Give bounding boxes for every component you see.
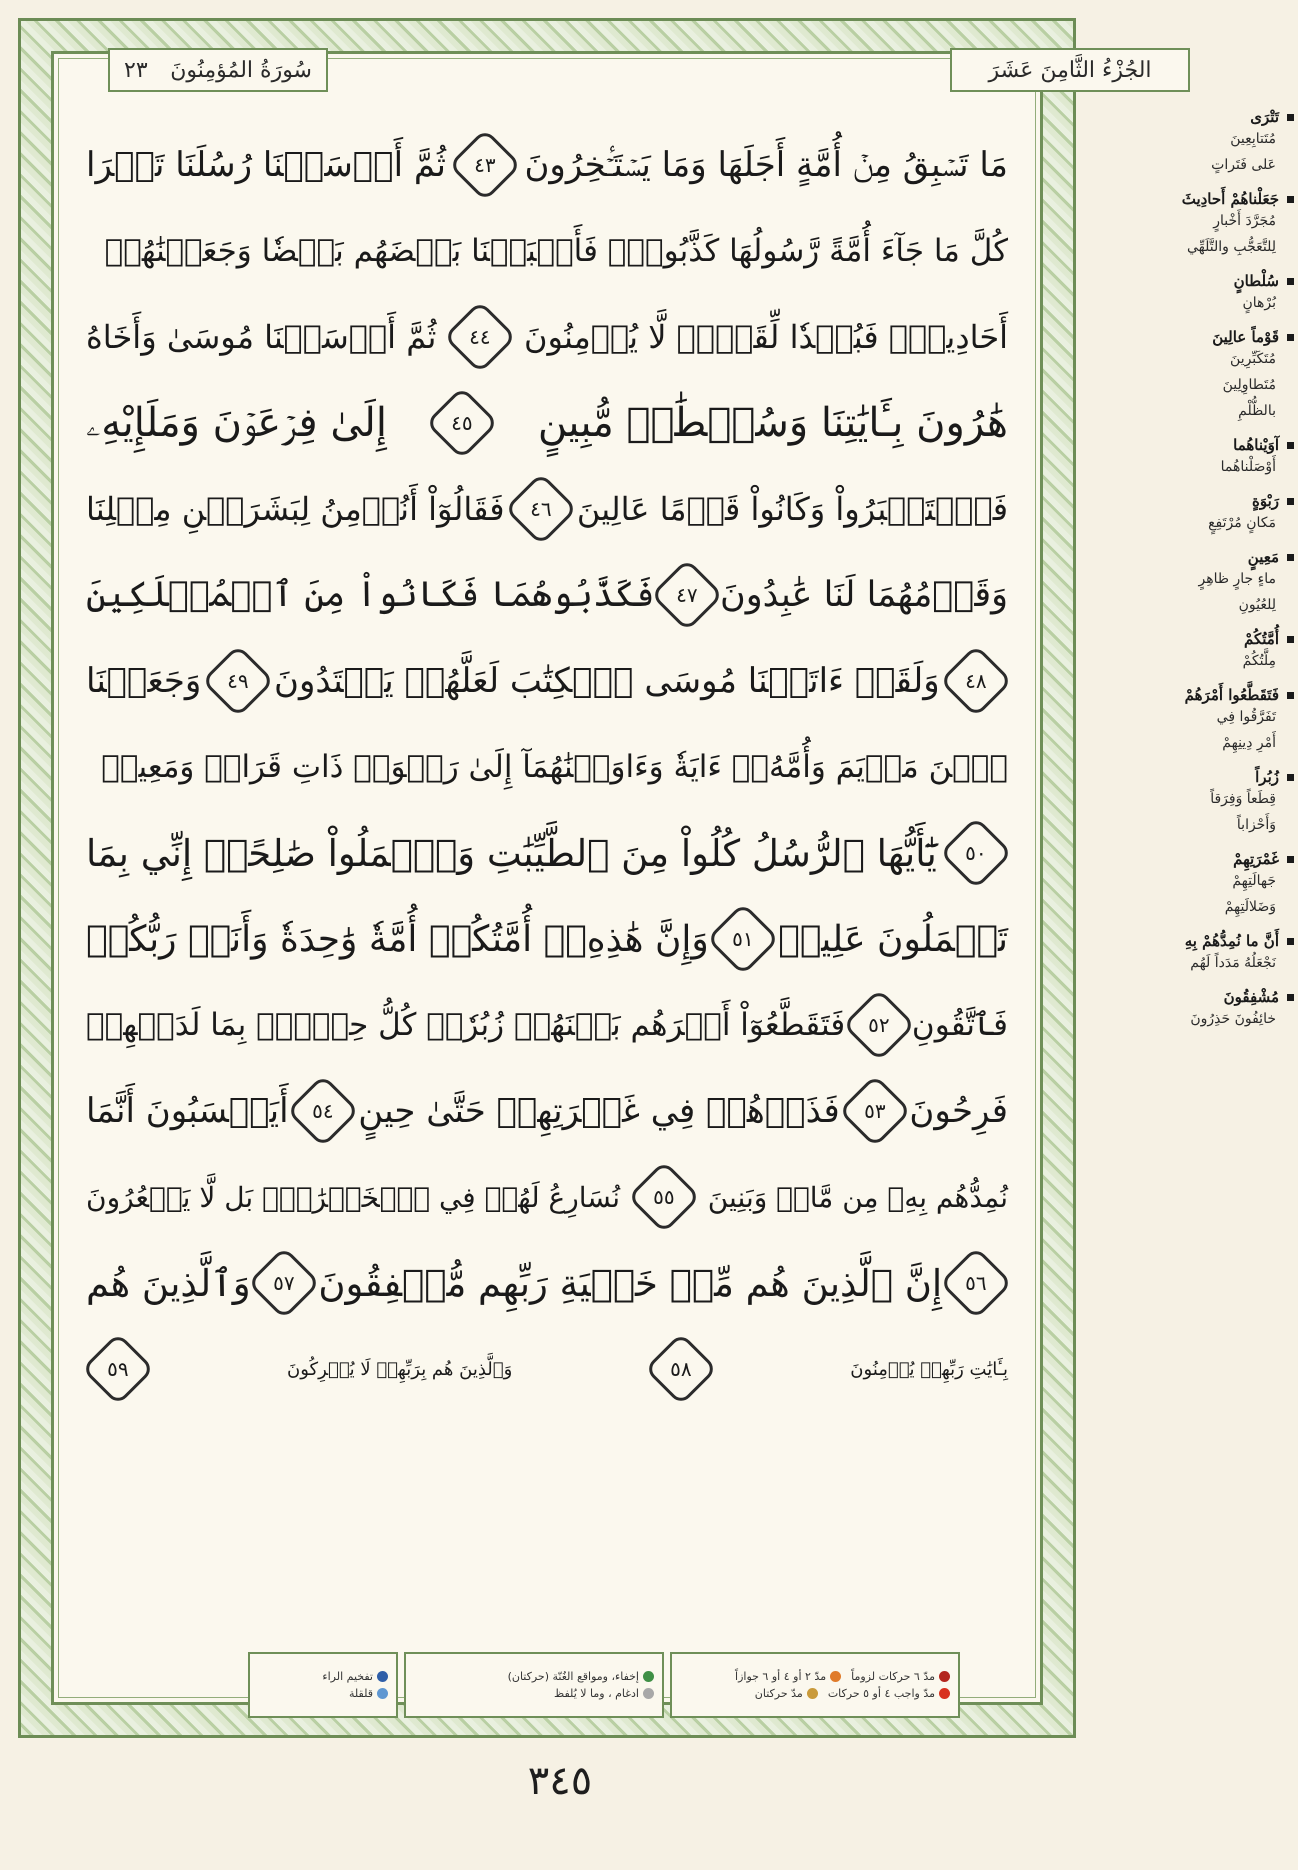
surah-label [108, 48, 328, 92]
legend-label: إخفاء، ومواقع الغُنّة (حركتان) [507, 1670, 639, 1683]
color-dot-icon [377, 1671, 388, 1682]
glossary-word-text: غَمْرَتِهِمْ [1233, 850, 1279, 868]
glossary-entry [1098, 272, 1294, 316]
glossary-meaning: ماءٍ جارٍ ظاهِرٍ [1198, 571, 1276, 587]
legend-item [755, 1687, 818, 1700]
verse-text: فَذَرۡهُمۡ فِي غَمۡرَتِهِمۡ حَتَّىٰ حِينٍ [358, 1091, 840, 1131]
color-dot-icon [643, 1688, 654, 1699]
glossary-entry [1098, 328, 1294, 424]
verse-text: هَٰرُونَ بِـَٔايَٰتِنَا وَسُلۡطَٰنٖ مُّبِينٍ [537, 400, 1008, 446]
verse-text: وَٱلَّذِينَ هُم بِرَبِّهِمۡ لَا يُشۡرِكُونَ [287, 1358, 513, 1380]
ayah-number-marker [842, 988, 916, 1062]
legend-box-ikhfa [404, 1652, 664, 1718]
verse-line [86, 1326, 1008, 1412]
glossary-meaning: لِلعُيُونِ [1238, 597, 1276, 613]
color-dot-icon [377, 1688, 388, 1699]
glossary-word-text: تَتْرَى [1250, 108, 1279, 126]
glossary-word [1098, 272, 1294, 290]
verse-text: وَجَعَلۡنَا [86, 661, 202, 701]
glossary-word-text: أُمَّتُكُمْ [1244, 630, 1279, 648]
verse-text: نُمِدُّهُم بِهِۦ مِن مَّالٖ وَبَنِينَ [707, 1180, 1008, 1214]
verse-line [86, 1240, 1008, 1326]
color-dot-icon [643, 1671, 654, 1682]
verse-line [86, 208, 1008, 294]
verse-text: أَيَحۡسَبُونَ أَنَّمَا [86, 1091, 289, 1131]
glossary-word [1098, 988, 1294, 1006]
legend-item [508, 1670, 654, 1683]
verse-line [86, 724, 1008, 810]
glossary-word-text: قَوْماً عالِينَ [1212, 328, 1279, 346]
ayah-number: ٥٥ [653, 1185, 675, 1210]
ayah-number-marker [448, 128, 522, 202]
square-bullet-icon [1287, 856, 1294, 863]
glossary-word-text: مُشْفِقُونَ [1223, 988, 1279, 1006]
square-bullet-icon [1287, 692, 1294, 699]
legend-row [414, 1687, 654, 1700]
legend-label: مدّ ٦ حركات لزوماً [851, 1670, 935, 1683]
juz-name: الجُزْءُ الثَّامِنَ عَشَرَ [988, 57, 1152, 83]
page-header [60, 44, 1238, 100]
verse-line [86, 1068, 1008, 1154]
square-bullet-icon [1287, 938, 1294, 945]
glossary-meaning: وَأَحْزاباً [1236, 817, 1276, 833]
verse-text: إِنَّ ٱلَّذِينَ هُم مِّنۡ خَشۡيَةِ رَبِّهِم مُّشۡفِقُونَ [318, 1261, 943, 1305]
legend-label: مدّ واجب ٤ أو ٥ حركات [827, 1687, 935, 1700]
ayah-number-marker [939, 644, 1013, 718]
glossary-entry [1098, 850, 1294, 920]
ayah-number: ٥٦ [965, 1271, 987, 1296]
glossary-word [1098, 630, 1294, 648]
legend-row [680, 1687, 950, 1700]
ayah-number-marker [248, 1246, 322, 1320]
color-dot-icon [939, 1688, 950, 1699]
glossary-word [1098, 492, 1294, 510]
glossary-word-text: أَنَّ ما نُمِدُّهُمْ بِهِ [1184, 932, 1279, 950]
square-bullet-icon [1287, 334, 1294, 341]
glossary-meaning: قِطَعاً وَفِرَقاً [1210, 791, 1276, 807]
legend-label: قلقلة [348, 1687, 373, 1700]
glossary-entry [1098, 492, 1294, 536]
verse-text: ثُمَّ أَرۡسَلۡنَا رُسُلَنَا تَتۡرَا [86, 145, 446, 185]
glossary-word-text: جَعَلْناهُمْ أَحادِيثَ [1181, 190, 1279, 208]
color-dot-icon [939, 1671, 950, 1682]
ayah-number: ٥١ [732, 927, 755, 952]
ayah-number: ٥٣ [863, 1099, 886, 1124]
glossary-meaning: تَفَرَّقُوا فِي [1216, 709, 1276, 725]
verse-text: إِلَىٰ فِرۡعَوۡنَ وَمَلَإِيْهِۦ [86, 400, 387, 446]
verse-line [86, 380, 1008, 466]
square-bullet-icon [1287, 442, 1294, 449]
surah-number: ٢٣ [124, 57, 148, 83]
glossary-word [1098, 932, 1294, 950]
color-dot-icon [830, 1671, 841, 1682]
legend-box-madd [670, 1652, 960, 1718]
ayah-number: ٤٥ [451, 411, 474, 436]
glossary-meaning: بُرْهانٍ [1242, 295, 1276, 311]
verse-text: فَتَقَطَّعُوٓاْ أَمۡرَهُم بَيۡنَهُمۡ زُبُرٗاۖ كُلُّ حِزۡبِۢ بِمَا لَدَيۡهِمۡ [86, 1007, 846, 1043]
glossary-meaning: جَهالَتِهِمْ [1232, 873, 1276, 889]
legend-item [322, 1670, 388, 1683]
legend-row [258, 1670, 388, 1683]
tajweed-legend [200, 1652, 960, 1722]
ayah-number-marker [651, 558, 725, 632]
glossary-meaning: نَجْعَلُهُ مَدَداً لَهُم [1190, 955, 1276, 971]
legend-item [851, 1670, 950, 1683]
glossary-meaning: وَضَلالَتِهِمْ [1224, 899, 1276, 915]
glossary-word [1098, 328, 1294, 346]
glossary-meaning: بالظُّلْمِ [1238, 403, 1276, 419]
glossary-word [1098, 190, 1294, 208]
verse-text: أَحَادِيثَۚ فَبُعۡدٗا لِّقَوۡمٖ لَّا يُؤۡمِنُونَ [523, 318, 1008, 356]
verse-text: فَكَذَّبُوهُمَا فَكَانُواْ مِنَ ٱلۡمُهۡلَكِينَ [86, 575, 655, 615]
glossary-meaning: مُتَطاوِلِينَ [1222, 377, 1276, 393]
legend-box-tafkhim [248, 1652, 398, 1718]
glossary-meaning: مُتَكَبِّرِينَ [1230, 351, 1276, 367]
legend-label: مدّ حركتان [754, 1687, 803, 1700]
legend-row [414, 1670, 654, 1683]
ayah-number-marker [939, 1246, 1013, 1320]
verse-text: تَعۡمَلُونَ عَلِيمٞ [778, 918, 1008, 960]
ayah-number-marker [707, 902, 781, 976]
legend-row [258, 1687, 388, 1700]
square-bullet-icon [1287, 636, 1294, 643]
glossary-entry [1098, 190, 1294, 260]
glossary-word-text: فَتَقَطَّعُوا أَمْرَهُمْ [1184, 686, 1279, 704]
glossary-word [1098, 686, 1294, 704]
ayah-number: ٤٩ [226, 669, 249, 694]
verse-text: كُلَّ مَا جَآءَ أُمَّةً رَّسُولُهَا كَذَّبُوهُۖ فَأَتۡبَعۡنَا بَعۡضَهُم بَعۡضٗا وَجَعَلۡنَٰهُمۡ [104, 233, 1008, 269]
verse-line [86, 122, 1008, 208]
glossary-entry [1098, 548, 1294, 618]
verse-text: ثُمَّ أَرۡسَلۡنَا مُوسَىٰ وَأَخَاهُ [86, 318, 437, 356]
glossary-word-text: رَبْوَةٍ [1251, 492, 1279, 510]
juz-label [950, 48, 1190, 92]
glossary-meaning: أَوْصَلْناهُما [1220, 459, 1276, 475]
ayah-number-marker [504, 472, 578, 546]
ayah-number-marker [627, 1160, 701, 1234]
verse-line [86, 466, 1008, 552]
glossary-word [1098, 108, 1294, 126]
verse-text: وَقَوۡمُهُمَا لَنَا عَٰبِدُونَ [720, 575, 1008, 615]
ayah-number-marker [645, 1332, 719, 1406]
square-bullet-icon [1287, 994, 1294, 1001]
legend-item [554, 1687, 654, 1700]
glossary-meaning: عَلى فَتَراتٍ [1211, 157, 1276, 173]
verse-line [86, 638, 1008, 724]
verse-text: فَٱتَّقُونِ [911, 1007, 1008, 1043]
ayah-number: ٥٤ [312, 1099, 335, 1124]
glossary-word-text: آوَيْناهُما [1233, 436, 1279, 454]
verse-line [86, 552, 1008, 638]
glossary-word-text: مَعِينٍ [1247, 548, 1279, 566]
legend-item [349, 1687, 388, 1700]
glossary-meaning: لِلتَّعَجُّبِ والتَّلَهِّي [1186, 239, 1276, 255]
verse-text: فَرِحُونَ [909, 1091, 1008, 1131]
verse-line [86, 294, 1008, 380]
square-bullet-icon [1287, 114, 1294, 121]
glossary-meaning: مَكانٍ مُرْتَفِعٍ [1208, 515, 1276, 531]
verse-text: بِـَٔايَٰتِ رَبِّهِمۡ يُؤۡمِنُونَ [850, 1358, 1008, 1380]
square-bullet-icon [1287, 196, 1294, 203]
verses-area [86, 122, 1008, 1412]
ayah-number: ٤٧ [676, 583, 699, 608]
ayah-number-marker [201, 644, 275, 718]
color-dot-icon [807, 1688, 818, 1699]
verse-text: وَإِنَّ هَٰذِهِۦٓ أُمَّتُكُمۡ أُمَّةٗ وَٰحِدَةٗ وَأَنَا۠ رَبُّكُمۡ [86, 918, 709, 960]
glossary-meaning: مُتَتابِعِينَ [1230, 131, 1276, 147]
ayah-number: ٤٦ [529, 497, 552, 522]
ayah-number-marker [287, 1074, 361, 1148]
glossary-word [1098, 436, 1294, 454]
glossary-word-text: زُبُراً [1255, 768, 1279, 786]
glossary-word [1098, 548, 1294, 566]
verse-text: ٱبۡنَ مَرۡيَمَ وَأُمَّهُۥٓ ءَايَةٗ وَءَاوَيۡنَٰهُمَآ إِلَىٰ رَبۡوَةٖ ذَاتِ قَرَارٖ وَمَعِينٖ [101, 749, 1008, 785]
verse-text: وَٱلَّذِينَ هُم [86, 1261, 251, 1305]
verse-line [86, 1154, 1008, 1240]
verse-text: نُسَارِعُ لَهُمۡ فِي ٱلۡخَيۡرَٰتِۚ بَل لَّا يَشۡعُرُونَ [86, 1180, 621, 1214]
ayah-number-marker [443, 300, 517, 374]
glossary-entry [1098, 932, 1294, 976]
verse-line [86, 810, 1008, 896]
ayah-number-marker [939, 816, 1013, 890]
ayah-number: ٤٨ [965, 669, 987, 694]
glossary-word [1098, 850, 1294, 868]
ayah-number: ٤٤ [469, 325, 491, 350]
legend-label: ادغام ، وما لا يُلفظ [554, 1687, 639, 1700]
ayah-number: ٥٨ [670, 1357, 693, 1382]
legend-row [680, 1670, 950, 1683]
square-bullet-icon [1287, 278, 1294, 285]
legend-item [735, 1670, 841, 1683]
ayah-number: ٥٧ [273, 1271, 296, 1296]
verse-text: فَقَالُوٓاْ أَنُؤۡمِنُ لِبَشَرَيۡنِ مِثۡلِنَا [86, 490, 505, 528]
ayah-number: ٤٣ [474, 153, 496, 178]
glossary-entry [1098, 630, 1294, 674]
ayah-number-marker [81, 1332, 155, 1406]
legend-label: تفخيم الراء [322, 1670, 373, 1683]
glossary-meaning: أَمْرِ دِينِهِمْ [1222, 735, 1276, 751]
verse-line [86, 982, 1008, 1068]
verse-text: يَٰٓأَيُّهَا ٱلرُّسُلُ كُلُواْ مِنَ ٱلطَّيِّبَٰتِ وَٱعۡمَلُواْ صَٰلِحًاۖ إِنِّي بِمَا [86, 831, 937, 875]
glossary-entry [1098, 108, 1294, 178]
square-bullet-icon [1287, 498, 1294, 505]
ayah-number-marker [838, 1074, 912, 1148]
verse-line [86, 896, 1008, 982]
ayah-number-marker [426, 386, 500, 460]
verse-text: مَا تَسۡبِقُ مِنۡ أُمَّةٍ أَجَلَهَا وَمَا يَسۡتَـٔۡخِرُونَ [524, 145, 1008, 185]
legend-label: مدّ ٢ أو ٤ أو ٦ جوازاً [735, 1670, 827, 1683]
verse-text: وَلَقَدۡ ءَاتَيۡنَا مُوسَى ٱلۡكِتَٰبَ لَعَلَّهُمۡ يَهۡتَدُونَ [274, 661, 940, 701]
glossary-word-text: سُلْطانٍ [1233, 272, 1279, 290]
glossary-meaning: خائِفُونَ حَذِرُونَ [1190, 1011, 1276, 1027]
glossary-entry [1098, 436, 1294, 480]
square-bullet-icon [1287, 774, 1294, 781]
glossary-meaning: مِلَّتُكُمْ [1242, 653, 1276, 669]
glossary-word [1098, 768, 1294, 786]
legend-item [828, 1687, 950, 1700]
ayah-number: ٥٩ [107, 1357, 129, 1382]
glossary-entry [1098, 988, 1294, 1032]
square-bullet-icon [1287, 554, 1294, 561]
margin-glossary [1098, 108, 1294, 1044]
glossary-entry [1098, 686, 1294, 756]
surah-name: سُورَةُ المُؤمِنُونَ [170, 57, 312, 83]
verse-text: فَٱسۡتَكۡبَرُواْ وَكَانُواْ قَوۡمًا عَالِينَ [576, 490, 1008, 528]
ayah-number: ٥٠ [965, 841, 987, 866]
page-number: ٣٤٥ [527, 1758, 593, 1804]
ayah-number: ٥٢ [867, 1013, 890, 1038]
glossary-entry [1098, 768, 1294, 838]
glossary-meaning: مُجَرَّدَ أَخْبارٍ [1213, 213, 1276, 229]
